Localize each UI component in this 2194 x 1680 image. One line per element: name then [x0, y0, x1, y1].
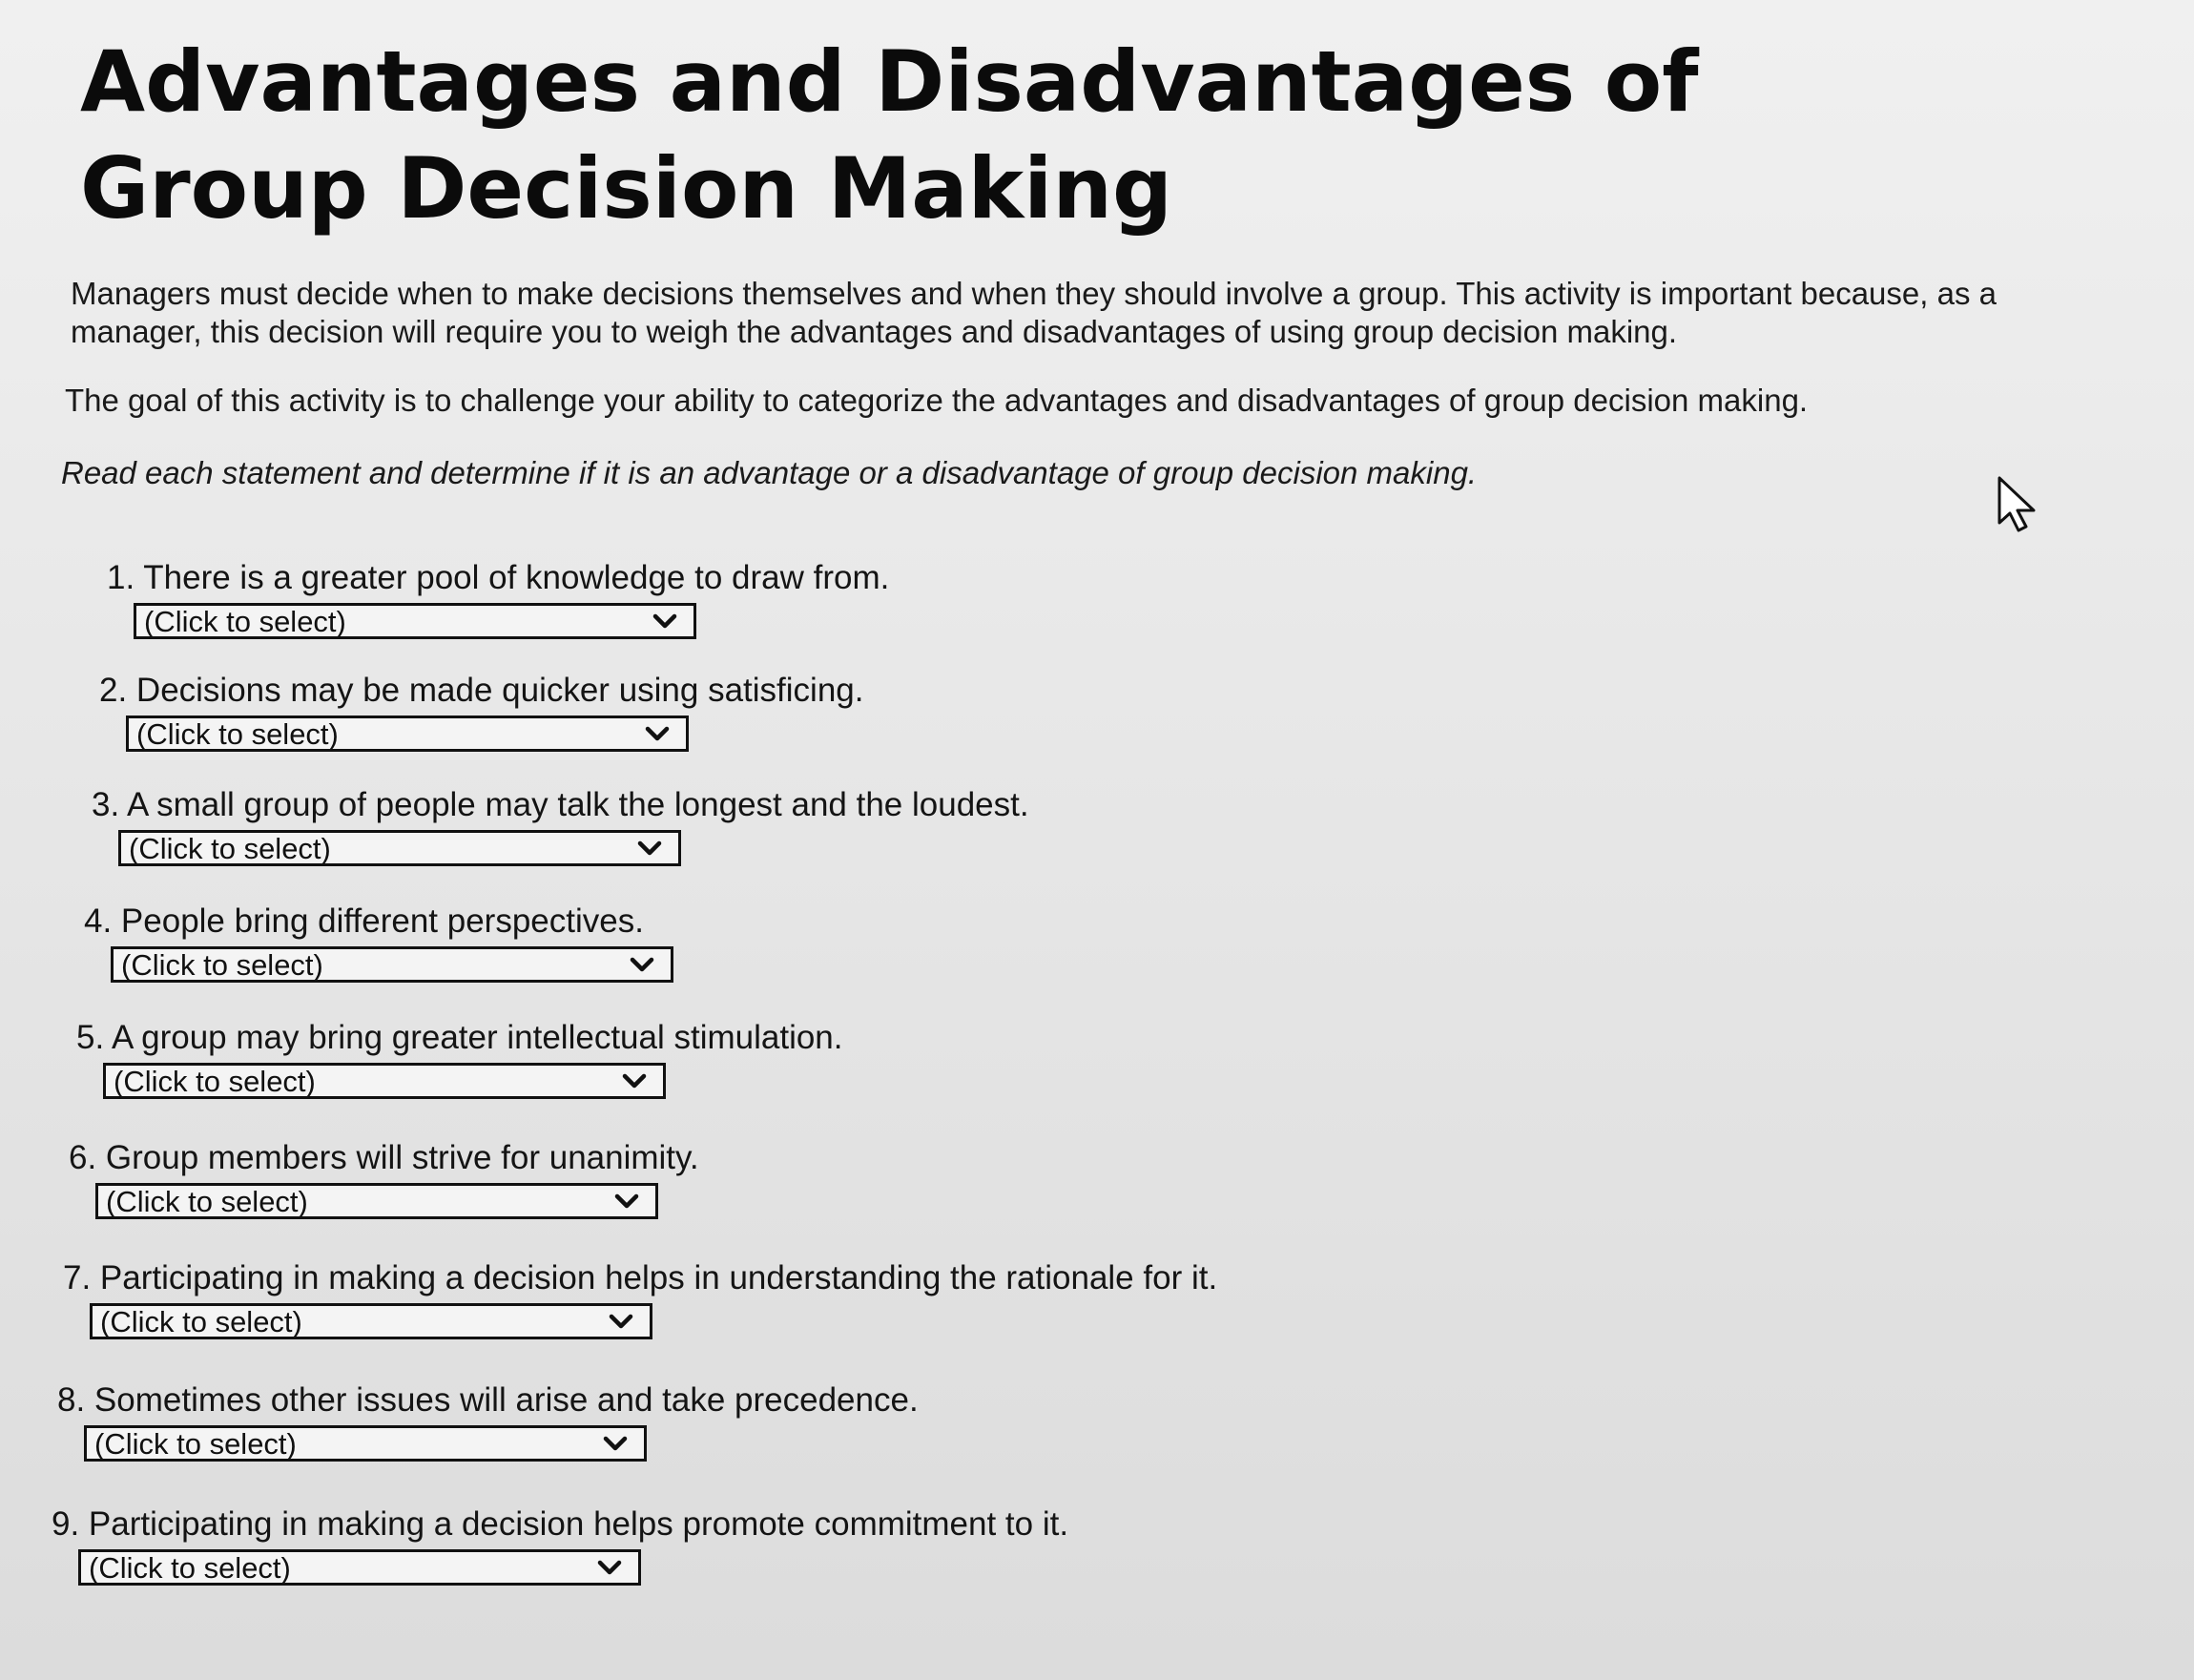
- intro-paragraph: Managers must decide when to make decisions themselves and when they should involve a group. This activity is important because, as a manager, this decision will require you to weigh the advantages and disadvantages of using group decision making.: [71, 276, 1997, 349]
- question-8: [57, 1381, 919, 1462]
- dropdown-value: (Click to select): [114, 1065, 316, 1098]
- dropdown-value: (Click to select): [89, 1551, 291, 1585]
- dropdown-value: (Click to select): [129, 832, 331, 865]
- answer-dropdown-7[interactable]: [90, 1303, 652, 1339]
- mouse-pointer-icon: [1996, 475, 2039, 534]
- instruction-text: Read each statement and determine if it is an advantage or a disadvantage of group decision making.: [61, 455, 1478, 490]
- dropdown-value: (Click to select): [136, 717, 339, 751]
- chevron-down-icon: [629, 953, 655, 976]
- chevron-down-icon: [652, 610, 678, 633]
- question-label: 8. Sometimes other issues will arise and take precedence.: [57, 1381, 919, 1419]
- dropdown-value: (Click to select): [106, 1185, 308, 1218]
- chevron-down-icon: [644, 722, 671, 745]
- chevron-down-icon: [608, 1310, 634, 1333]
- question-4: [84, 902, 673, 983]
- question-label: 2. Decisions may be made quicker using satisficing.: [99, 672, 864, 709]
- page-title: Advantages and Disadvantages of Group Decision Making: [80, 32, 1699, 238]
- chevron-down-icon: [613, 1190, 640, 1213]
- question-label: 6. Group members will strive for unanimity.: [69, 1139, 699, 1176]
- question-5: [76, 1019, 843, 1099]
- dropdown-value: (Click to select): [144, 605, 346, 638]
- question-6: [69, 1139, 699, 1219]
- answer-dropdown-8[interactable]: [84, 1425, 647, 1462]
- chevron-down-icon: [602, 1432, 629, 1455]
- question-label: 4. People bring different perspectives.: [84, 902, 644, 940]
- chevron-down-icon: [621, 1069, 648, 1092]
- answer-dropdown-9[interactable]: [78, 1549, 641, 1586]
- answer-dropdown-1[interactable]: [134, 603, 696, 639]
- chevron-down-icon: [596, 1556, 623, 1579]
- question-label: 3. A small group of people may talk the longest and the loudest.: [92, 786, 1029, 823]
- question-3: [92, 786, 1029, 866]
- answer-dropdown-6[interactable]: [95, 1183, 658, 1219]
- question-label: 1. There is a greater pool of knowledge to draw from.: [107, 559, 890, 596]
- question-label: 7. Participating in making a decision helps in understanding the rationale for it.: [63, 1259, 1218, 1296]
- question-7: [63, 1259, 1217, 1339]
- answer-dropdown-2[interactable]: [126, 716, 689, 752]
- dropdown-value: (Click to select): [121, 948, 323, 982]
- goal-paragraph: The goal of this activity is to challenge your ability to categorize the advantages and disadvantages of group decision making.: [65, 383, 1809, 418]
- question-9: [52, 1505, 1068, 1586]
- answer-dropdown-4[interactable]: [111, 946, 673, 983]
- answer-dropdown-5[interactable]: [103, 1063, 666, 1099]
- dropdown-value: (Click to select): [94, 1427, 297, 1461]
- question-label: 9. Participating in making a decision helps promote commitment to it.: [52, 1505, 1069, 1543]
- question-label: 5. A group may bring greater intellectual stimulation.: [76, 1019, 843, 1056]
- question-1: [107, 559, 889, 639]
- dropdown-value: (Click to select): [100, 1305, 302, 1338]
- question-2: [99, 672, 863, 752]
- chevron-down-icon: [636, 837, 663, 860]
- answer-dropdown-3[interactable]: [118, 830, 681, 866]
